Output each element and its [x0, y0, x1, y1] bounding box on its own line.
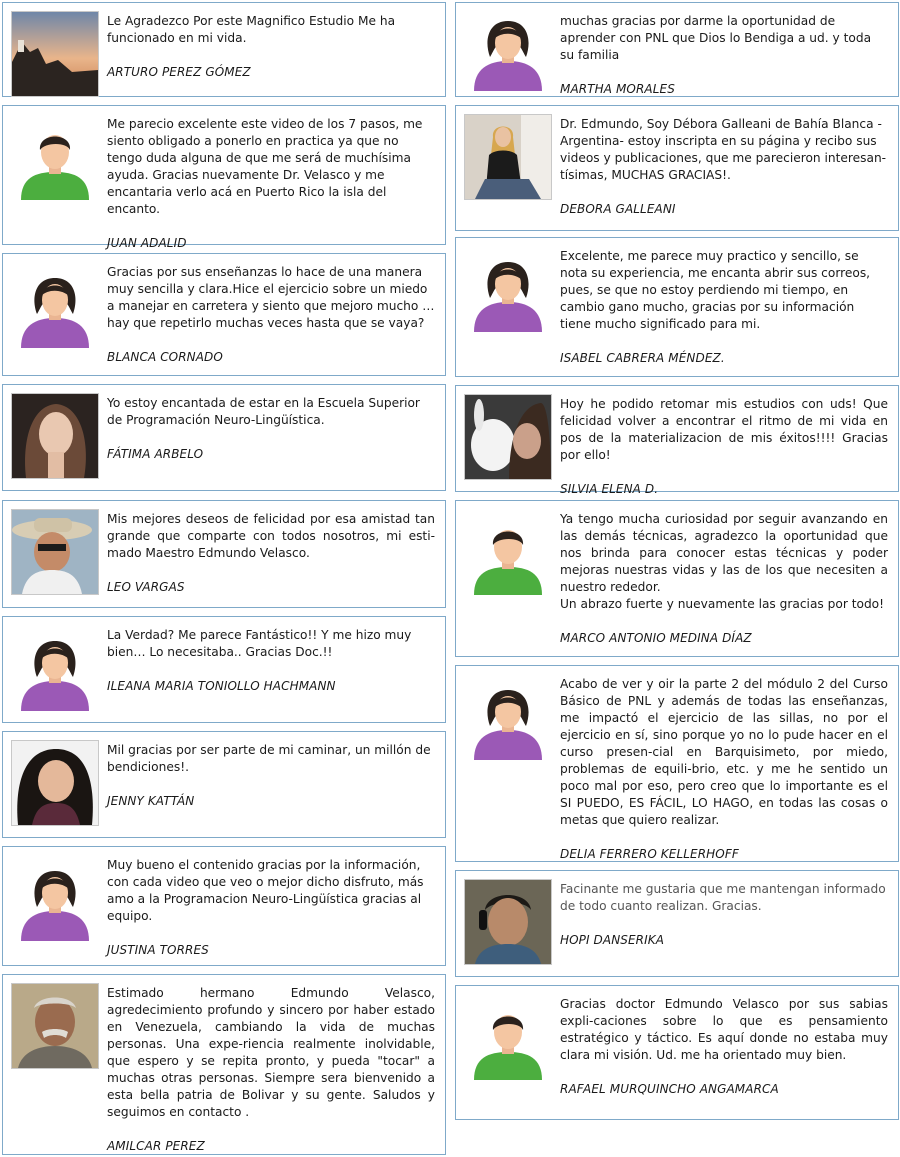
testimonial-author: RAFAEL MURQUINCHO ANGAMARCA: [560, 1082, 779, 1096]
testimonial-author: SILVIA ELENA D.: [560, 482, 659, 496]
photo-woman-rabbit: [464, 394, 552, 480]
testimonial-text: Gracias por sus enseñanzas lo hace de una manera muy sencilla y clara.Hice el ejercicio sobre un miedo a manejar en carretera y siento que mejoro mucho …hay que repetirlo muchas veces hasta que se vaya?: [107, 265, 435, 330]
testimonial-author: JUSTINA TORRES: [107, 943, 209, 957]
testimonial-text: Facinante me gustaria que me mantengan informado de todo cuanto realizan. Gracias.: [560, 882, 886, 913]
testimonial-card: [2, 253, 446, 376]
testimonial-card: [455, 385, 899, 496]
photo-man-headphones: [464, 879, 552, 965]
testimonial-text: Le Agradezco Por este Magnifico Estudio Me ha funcionado en mi vida.: [107, 14, 396, 45]
testimonial-text: Estimado hermano Edmundo Velasco, agredecimiento profundo y sincero por haber estado en Venezuela, cambiando la vida de muchas personas. Una expe-riencia realmente inolvidable, que espero y se repita pronto, y pueda "tocar" a muchas otras personas. Siempre sera bienvenido a esta bella patria de Bolivar y su gente. Saludos y seguimos en contacto .: [107, 986, 435, 1119]
photo-man-mustache: [11, 983, 99, 1069]
testimonial-card: [455, 870, 899, 977]
testimonial-author: HOPI DANSERIKA: [560, 933, 665, 947]
female-avatar-icon: [15, 631, 95, 711]
testimonial-card: [2, 974, 446, 1155]
photo-woman-portrait: [11, 393, 99, 479]
photo-woman-dark-hair: [11, 740, 99, 826]
female-avatar-icon: [15, 861, 95, 941]
testimonial-text: Me parecio excelente este video de los 7 pasos, me siento obligado a ponerlo en practica ya que no tengo duda alguna de que me será de muchísima ayuda. Gracias nuevamente Dr. Velasco y me encantaria verlo acá en Puerto Rico la isla del encanto.: [107, 117, 423, 216]
male-avatar-icon: [15, 120, 95, 200]
male-avatar-icon: [468, 515, 548, 595]
testimonial-text: Muy bueno el contenido gracias por la información, con cada video que veo o mejor dicho disfruto, más amo a la Programacion Neuro-Lingüística gracias al equipo.: [107, 858, 424, 923]
testimonial-text: Gracias doctor Edmundo Velasco por sus sabias expli-caciones sobre lo que es pensamiento estratégico y táctico. Es aquí donde no estaba muy clara mi visión. Ud. me ha orientado muy bien.: [560, 997, 888, 1062]
testimonial-card: [455, 237, 899, 377]
testimonial-card: [2, 2, 446, 97]
testimonial-text: muchas gracias por darme la oportunidad de aprender con PNL que Dios lo Bendiga a ud. y toda su familia: [560, 14, 872, 62]
testimonial-text: Excelente, me parece muy practico y sencillo, se nota su experiencia, me encanta abrir sus correos, pues, se que no estoy perdiendo mi tiempo, en cambio gano mucho, gracias por su información tiene mucho significado para mi.: [560, 249, 871, 331]
testimonial-card: [2, 500, 446, 608]
testimonial-text: Dr. Edmundo, Soy Débora Galleani de Bahía Blanca - Argentina- estoy inscripta en su página y recibo sus videos y publicaciones, que me parecieron interesan-tísimas, MUCHAS GRACIAS!.: [560, 117, 887, 182]
testimonial-text: Ya tengo mucha curiosidad por seguir avanzando en las demás técnicas, agradezco la oportunidad que nos brinda para conocer estas técnicas y poder mejoras nuestras vidas y las de los que necesiten a nuestro rededor. Un abrazo fuerte y nuevamente las gracias por todo!: [560, 512, 888, 611]
testimonial-card: [455, 985, 899, 1120]
photo-woman-sitting: [464, 114, 552, 200]
testimonial-card: [2, 616, 446, 723]
female-avatar-icon: [468, 11, 548, 91]
testimonial-card: [2, 846, 446, 966]
testimonial-text: Mis mejores deseos de felicidad por esa amistad tan grande que comparte con todos nosotros, mi esti-mado Maestro Edmundo Velasco.: [107, 512, 435, 560]
testimonial-author: MARTHA MORALES: [560, 82, 675, 96]
testimonial-text: Mil gracias por ser parte de mi caminar, un millón de bendiciones!.: [107, 743, 431, 774]
testimonial-card: [2, 384, 446, 491]
testimonial-author: LEO VARGAS: [107, 580, 185, 594]
female-avatar-icon: [468, 252, 548, 332]
testimonial-text: Yo estoy encantada de estar en la Escuela Superior de Programación Neuro-Lingüística.: [107, 396, 420, 427]
photo-sunset-landscape: [11, 11, 99, 97]
female-avatar-icon: [15, 268, 95, 348]
testimonial-text: Acabo de ver y oir la parte 2 del módulo 2 del Curso Básico de PNL y además de todas las enseñanzas, me impactó el ejercicio de las sillas, no por el ejercicio en sí, sino porque yo no lo pude hacer en el curso presen-cial en Barquisimeto, por miedo, problemas de equili-brio, etc. y me he sentido un poco mal por eso, pero creo que lo importante es el SI PUEDO, ES FÁCIL, LO HAGO, en todas las cosas o metas que quiero realizar.: [560, 677, 888, 827]
female-avatar-icon: [468, 680, 548, 760]
testimonial-author: BLANCA CORNADO: [107, 350, 223, 364]
testimonial-author: JUAN ADALID: [107, 236, 187, 250]
testimonial-author: JENNY KATTÁN: [107, 794, 195, 808]
testimonial-card: [455, 665, 899, 862]
male-avatar-icon: [468, 1000, 548, 1080]
testimonial-text: La Verdad? Me parece Fantástico!! Y me hizo muy bien… Lo necesitaba.. Gracias Doc.!!: [107, 628, 412, 659]
testimonial-author: MARCO ANTONIO MEDINA DÍAZ: [560, 631, 752, 645]
testimonial-author: ILEANA MARIA TONIOLLO HACHMANN: [107, 679, 336, 693]
testimonial-card: [455, 105, 899, 231]
photo-man-hat: [11, 509, 99, 595]
testimonial-card: [455, 500, 899, 657]
testimonial-card: [2, 105, 446, 250]
testimonial-card: [455, 2, 899, 97]
testimonial-author: ISABEL CABRERA MÉNDEZ.: [560, 351, 725, 365]
testimonial-text: Hoy he podido retomar mis estudios con uds! Que felicidad volver a encontrar el ritmo de mi vida en pos de la materializacion de mis éxitos!!!! Gracias por ello!: [560, 397, 888, 462]
testimonial-author: AMILCAR PEREZ: [107, 1139, 205, 1153]
testimonial-author: ARTURO PEREZ GÓMEZ: [107, 65, 251, 79]
testimonial-author: DELIA FERRERO KELLERHOFF: [560, 847, 739, 861]
testimonial-card: [2, 731, 446, 838]
testimonial-author: DEBORA GALLEANI: [560, 202, 676, 216]
testimonial-author: FÁTIMA ARBELO: [107, 447, 204, 461]
